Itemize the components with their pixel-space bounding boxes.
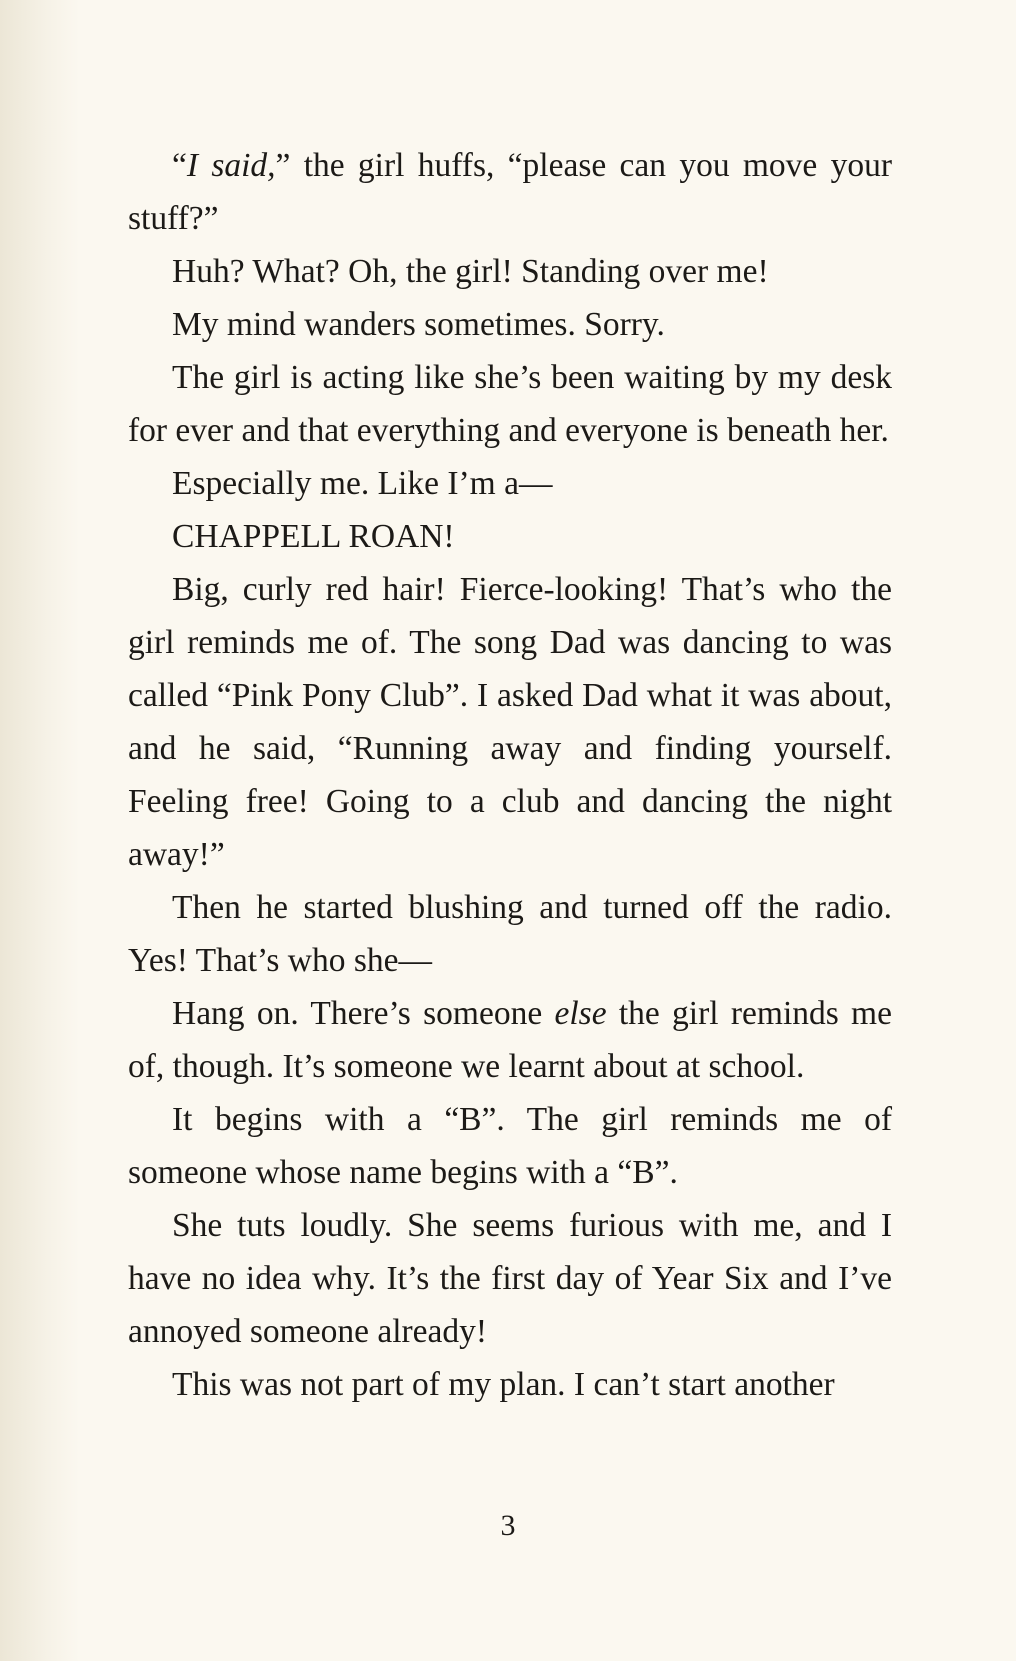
text-run: Especially me. Like I’m a— [172,465,553,502]
paragraph [128,139,892,245]
text-run: “ [172,147,187,184]
text-run: This was not part of my plan. I can’t start another [172,1366,835,1403]
text-run: She tuts loudly. She seems furious with me, and I have no idea why. It’s the first day of Year Six and I’ve annoyed someone already! [128,1207,892,1350]
text-run: The girl is acting like she’s been waiting by my desk for ever and that everything and everyone is beneath her. [128,359,892,449]
paragraph [128,881,892,987]
paragraph [128,1093,892,1199]
text-run: Then he started blushing and turned off the radio. Yes! That’s who she— [128,889,892,979]
text-run: My mind wanders sometimes. Sorry. [172,306,665,343]
paragraph [128,1358,892,1411]
body-text [128,139,892,1411]
text-run: Big, curly red hair! Fierce-looking! That’s who the girl reminds me of. The song Dad was dancing to was called “Pink Pony Club”. I asked Dad what it was about, and he said, “Running away and finding yourself. Feeling free! Going to a club and dancing the night away!” [128,571,892,873]
page-edge-shadow [0,0,80,1661]
text-run: CHAPPELL ROAN! [172,518,455,555]
paragraph [128,351,892,457]
paragraph [128,563,892,881]
paragraph [128,510,892,563]
text-run: It begins with a “B”. The girl reminds me of someone whose name begins with a “B”. [128,1101,892,1191]
paragraph [128,245,892,298]
paragraph [128,987,892,1093]
text-run: Hang on. There’s someone [172,995,555,1032]
text-run: Huh? What? Oh, the girl! Standing over me! [172,253,769,290]
paragraph [128,1199,892,1358]
text-run: the girl reminds me of, though. It’s someone we learnt about at school. [128,995,892,1085]
paragraph [128,298,892,351]
italic-text: else [554,995,607,1032]
page-number: 3 [500,1509,516,1542]
italic-text: I said, [186,147,276,184]
text-run: ” the girl huffs, “please can you move your stuff?” [128,147,892,237]
paragraph [128,457,892,510]
